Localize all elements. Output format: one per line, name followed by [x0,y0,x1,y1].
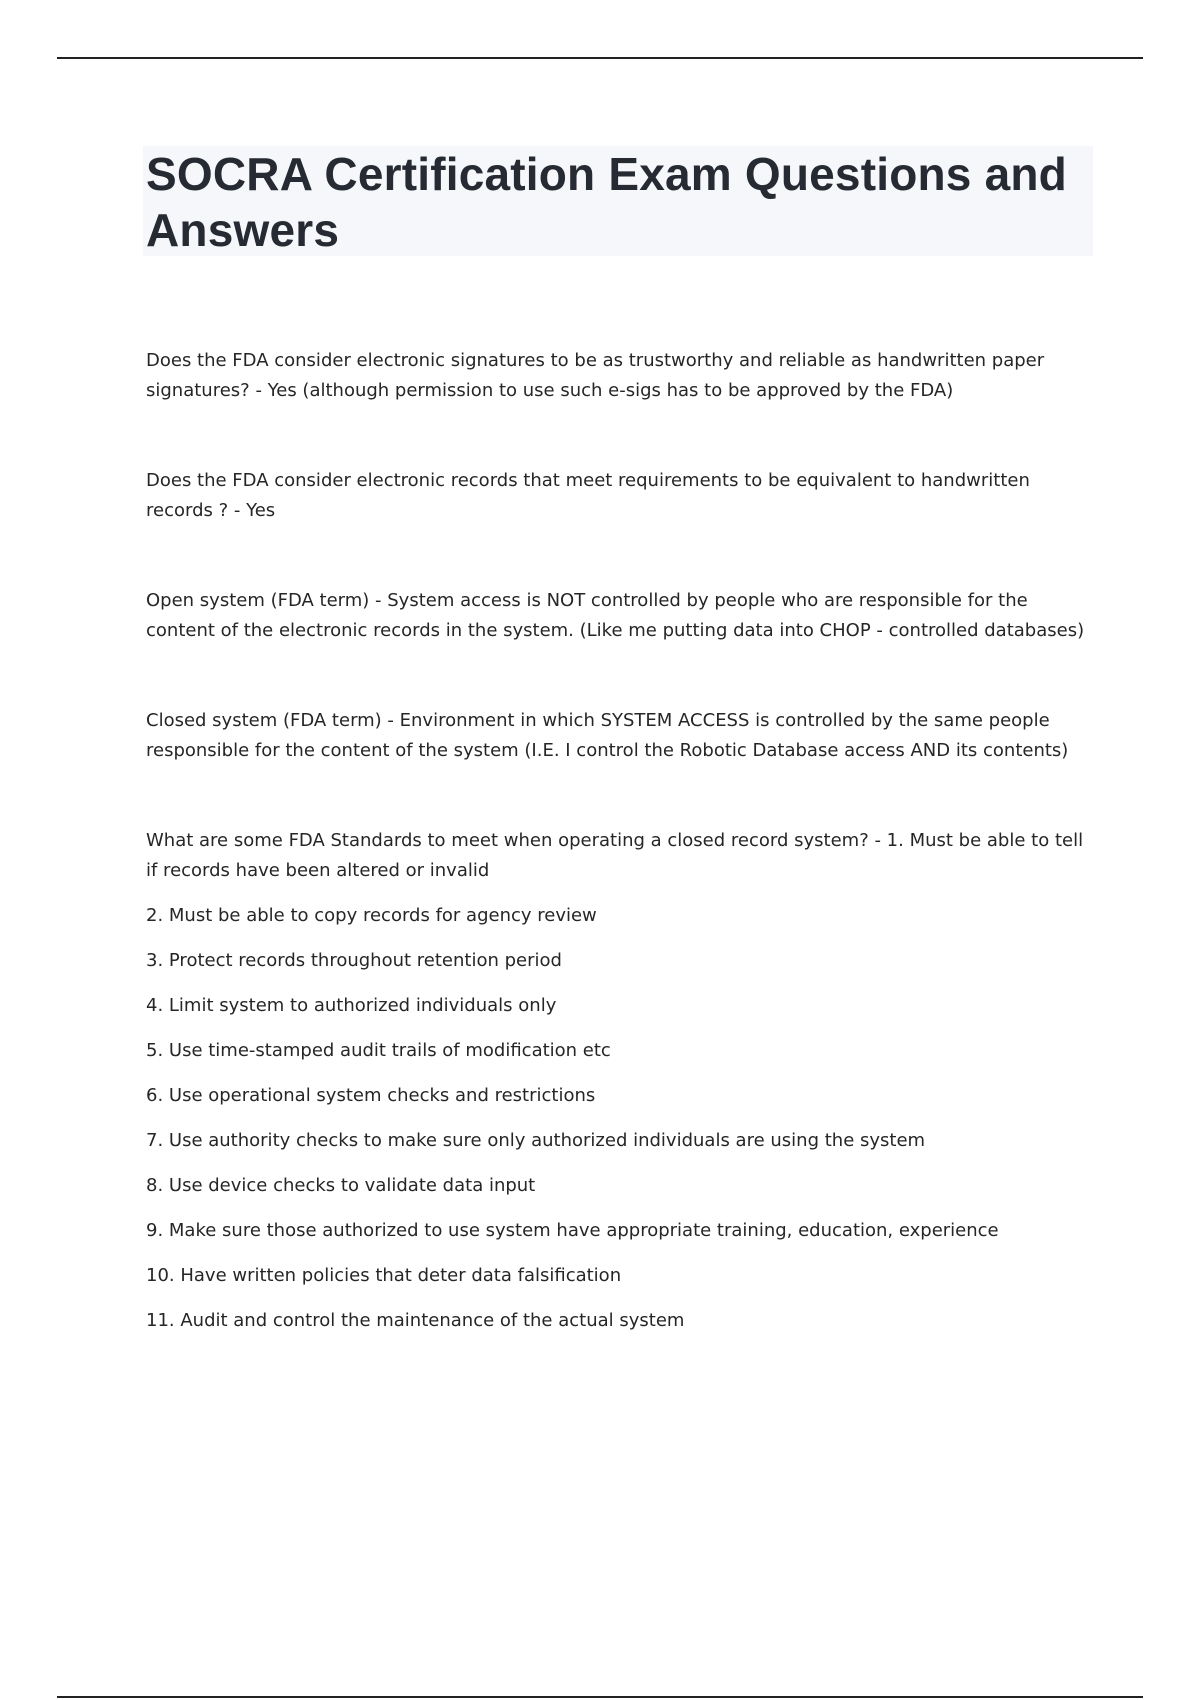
standard-item-10: 10. Have written policies that deter data falsification [146,1265,622,1286]
qa-entry-2: Does the FDA consider electronic records that meet requirements to be equivalent to handwritten records ? - Yes [146,470,1030,521]
standard-item-5: 5. Use time-stamped audit trails of modification etc [146,1040,611,1061]
standard-item-6: 6. Use operational system checks and restrictions [146,1085,596,1106]
standard-item-8: 8. Use device checks to validate data input [146,1175,536,1196]
document-body [146,346,1096,1336]
qa-entry-4: Closed system (FDA term) - Environment in which SYSTEM ACCESS is controlled by the same people responsible for the content of the system (I.E. I control the Robotic Database access AND its contents) [146,710,1069,761]
bottom-divider [57,1696,1143,1698]
standard-item-4: 4. Limit system to authorized individuals only [146,995,557,1016]
qa-entry-1: Does the FDA consider electronic signatures to be as trustworthy and reliable as handwritten paper signatures? - Yes (although permission to use such e-sigs has to be approved by the FDA) [146,350,1045,401]
standard-item-11: 11. Audit and control the maintenance of the actual system [146,1310,685,1331]
standard-item-9: 9. Make sure those authorized to use system have appropriate training, education, experience [146,1220,999,1241]
title-banner [143,146,1093,256]
qa-entry-5-text: What are some FDA Standards to meet when operating a closed record system? - 1. Must be able to tell if records have been altered or invalid [146,830,1084,881]
top-divider [57,57,1143,59]
qa-entry-3: Open system (FDA term) - System access is NOT controlled by people who are responsible for the content of the electronic records in the system. (Like me putting data into CHOP - controlled databases) [146,590,1085,641]
standard-item-7: 7. Use authority checks to make sure only authorized individuals are using the system [146,1130,926,1151]
standard-item-3: 3. Protect records throughout retention period [146,950,562,971]
page-title: SOCRA Certification Exam Questions and Answers [146,148,1067,256]
qa-entry-5 [146,826,1096,1336]
standard-item-2: 2. Must be able to copy records for agency review [146,905,597,926]
